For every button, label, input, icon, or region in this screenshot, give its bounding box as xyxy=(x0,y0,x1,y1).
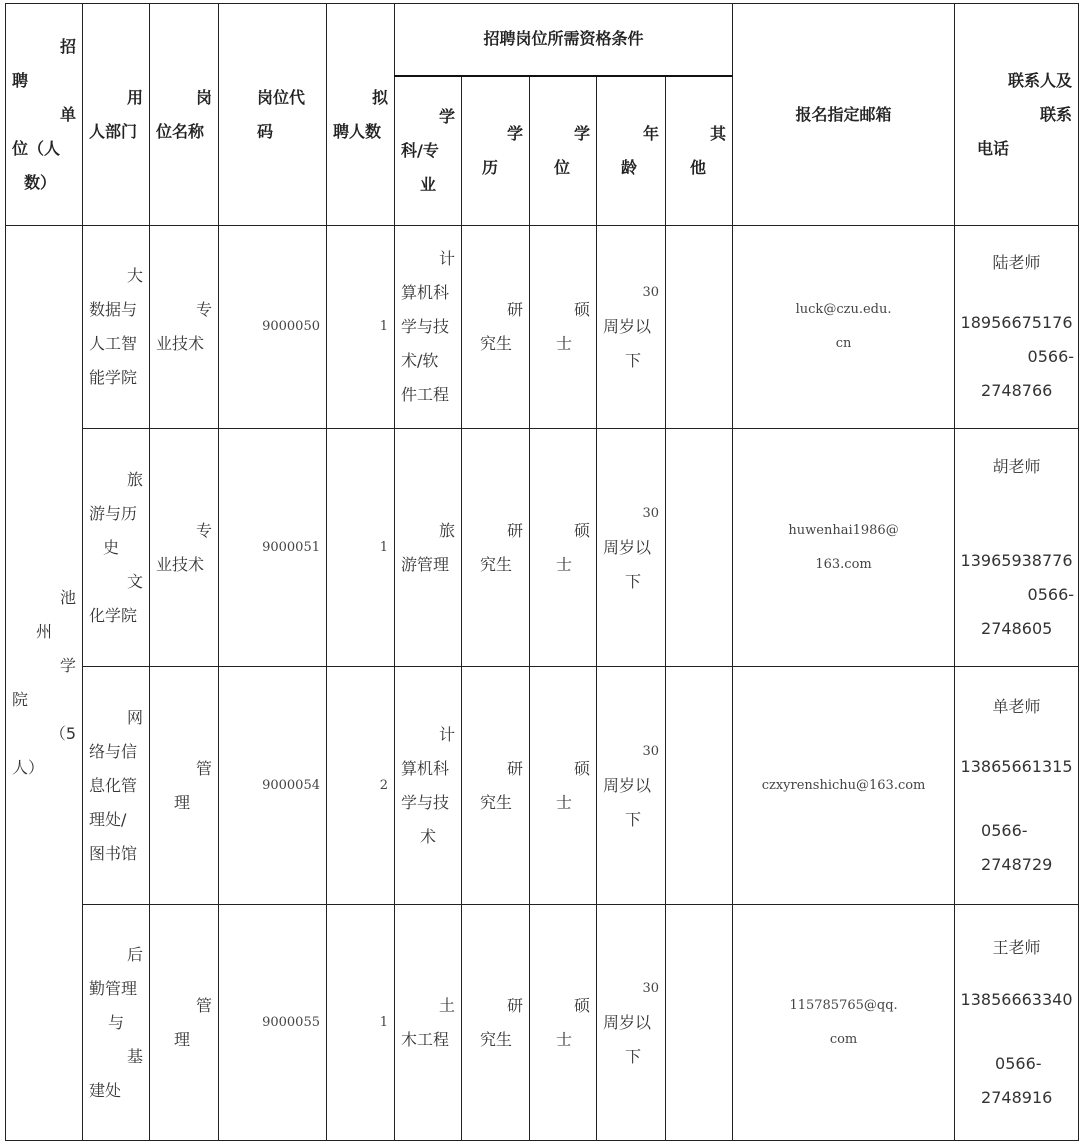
degree-cell: 硕 士 xyxy=(530,429,597,667)
contact-name: 陆老师 xyxy=(992,253,1041,272)
contact-mobile: 13856663340 xyxy=(960,989,1073,1009)
age-cell: 30 周岁以 下 xyxy=(597,226,666,429)
table-row xyxy=(6,667,1079,905)
degree-cell: 硕 士 xyxy=(530,905,597,1141)
contact-name: 单老师 xyxy=(992,696,1041,716)
header-post-name: 岗 位名称 xyxy=(150,4,219,226)
header-unit: 招 聘 单 位（人 数） xyxy=(6,4,83,226)
dept-cell: 旅 游与历 史 文 化学院 xyxy=(83,429,150,667)
education-cell: 研 究生 xyxy=(462,905,530,1141)
header-dept: 用 人部门 xyxy=(83,4,150,226)
email-cell: czxyrenshichu@163.com xyxy=(733,667,955,905)
post-name-cell: 专 业技术 xyxy=(150,429,219,667)
contact-cell: 陆老师 18956675176 0566- 2748766 xyxy=(955,226,1079,429)
degree-cell: 硕 士 xyxy=(530,667,597,905)
post-name-cell: 专 业技术 xyxy=(150,226,219,429)
contact-cell: 单老师 13865661315 0566- 2748729 xyxy=(955,667,1079,905)
header-degree: 学 位 xyxy=(530,76,597,226)
post-code-cell: 9000054 xyxy=(219,667,327,905)
unit-name: 池 州 学 院 （5 人） xyxy=(6,226,83,1141)
post-code-cell: 9000051 xyxy=(219,429,327,667)
contact-name: 胡老师 xyxy=(992,456,1041,476)
header-quota: 拟 聘人数 xyxy=(327,4,395,226)
quota-cell: 1 xyxy=(327,905,395,1141)
post-code-cell: 9000050 xyxy=(219,226,327,429)
contact-mobile: 13965938776 xyxy=(960,550,1073,570)
dept-cell: 网 络与信 息化管 理处/ 图书馆 xyxy=(83,667,150,905)
age-cell: 30 周岁以 下 xyxy=(597,905,666,1141)
header-email: 报名指定邮箱 xyxy=(733,4,955,226)
quota-cell: 1 xyxy=(327,226,395,429)
dept-cell: 大 数据与 人工智 能学院 xyxy=(83,226,150,429)
degree-cell: 硕 士 xyxy=(530,226,597,429)
education-cell: 研 究生 xyxy=(462,667,530,905)
contact-cell: 胡老师 13965938776 0566- 2748605 xyxy=(955,429,1079,667)
other-cell xyxy=(666,429,733,667)
header-post-code: 岗位代 码 xyxy=(219,4,327,226)
contact-mobile: 18956675176 xyxy=(960,313,1073,332)
contact-cell: 王老师 13856663340 0566- 2748916 xyxy=(955,905,1079,1141)
major-cell: 旅 游管理 xyxy=(395,429,462,667)
email-cell: huwenhai1986@ 163.com xyxy=(733,429,955,667)
major-cell: 计 算机科 学与技 术/软 件工程 xyxy=(395,226,462,429)
education-cell: 研 究生 xyxy=(462,429,530,667)
email-cell: 115785765@qq. com xyxy=(733,905,955,1141)
age-cell: 30 周岁以 下 xyxy=(597,667,666,905)
header-qualifications: 招聘岗位所需资格条件 xyxy=(395,4,733,76)
contact-mobile: 13865661315 xyxy=(960,756,1073,776)
header-age: 年 龄 xyxy=(597,76,666,226)
dept-cell: 后 勤管理 与 基 建处 xyxy=(83,905,150,1141)
header-contact: 联系人及 联系 电话 xyxy=(955,4,1079,226)
recruitment-table xyxy=(5,3,1079,1141)
other-cell xyxy=(666,226,733,429)
post-name-cell: 管 理 xyxy=(150,667,219,905)
header-major: 学 科/专 业 xyxy=(395,76,462,226)
major-cell: 土 木工程 xyxy=(395,905,462,1141)
quota-cell: 2 xyxy=(327,667,395,905)
major-cell: 计 算机科 学与技 术 xyxy=(395,667,462,905)
age-cell: 30 周岁以 下 xyxy=(597,429,666,667)
quota-cell: 1 xyxy=(327,429,395,667)
contact-name: 王老师 xyxy=(992,937,1041,957)
header-other: 其 他 xyxy=(666,76,733,226)
table-row xyxy=(6,226,1079,429)
other-cell xyxy=(666,667,733,905)
header-education: 学 历 xyxy=(462,76,530,226)
email-cell: luck@czu.edu. cn xyxy=(733,226,955,429)
table-row xyxy=(6,429,1079,667)
post-code-cell: 9000055 xyxy=(219,905,327,1141)
table-row xyxy=(6,905,1079,1141)
education-cell: 研 究生 xyxy=(462,226,530,429)
other-cell xyxy=(666,905,733,1141)
post-name-cell: 管 理 xyxy=(150,905,219,1141)
